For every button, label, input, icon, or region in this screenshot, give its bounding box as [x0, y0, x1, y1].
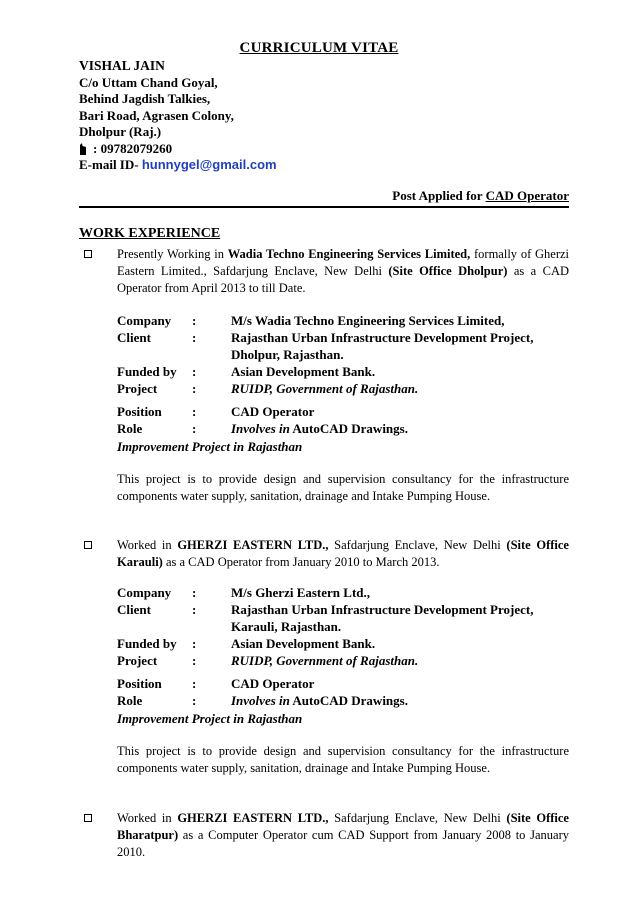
- project-title: Improvement Project in Rajasthan: [117, 439, 303, 454]
- position-label: Position: [117, 404, 162, 419]
- colon: :: [192, 636, 197, 651]
- address-line-3: Bari Road, Agrasen Colony,: [79, 107, 234, 123]
- role-value: [231, 420, 577, 437]
- job-entry-3-intro: [79, 810, 569, 861]
- job-entry-1-intro: [79, 246, 569, 297]
- site-office: (Site Office Dholpur): [388, 264, 508, 278]
- role-italic: Involves in: [231, 693, 290, 708]
- funded-by-value: Asian Development Bank.: [231, 636, 376, 651]
- contact-block: [79, 58, 277, 174]
- intro-text: Presently Working in: [117, 247, 228, 261]
- phone-line: [79, 141, 277, 158]
- post-label: Post Applied for: [392, 188, 483, 203]
- intro-text: as a CAD Operator from April 2013 to till Date.: [117, 264, 570, 295]
- employer-name: GHERZI EASTERN LTD.,: [177, 811, 329, 825]
- bullet-square-icon: [84, 814, 92, 822]
- email-line: [79, 157, 277, 174]
- colon: :: [192, 693, 197, 708]
- employer-name: Wadia Techno Engineering Services Limited,: [227, 247, 471, 261]
- colon: :: [192, 585, 197, 600]
- colon: :: [192, 421, 197, 436]
- project-label: Project: [117, 653, 158, 668]
- mobile-phone-icon: [79, 143, 87, 155]
- colon: :: [192, 364, 197, 379]
- address-line-4: Dholpur (Raj.): [79, 124, 162, 139]
- colon: :: [192, 313, 197, 328]
- job-intro-text: [117, 537, 569, 571]
- company-label: Company: [117, 313, 172, 328]
- section-heading-work-experience: WORK EXPERIENCE: [79, 226, 221, 241]
- funded-by-label: Funded by: [117, 636, 177, 651]
- phone-number: : 09782079260: [93, 140, 173, 156]
- address-line-1: C/o Uttam Chand Goyal,: [79, 74, 218, 90]
- site-office: (Site Office Bharatpur): [117, 811, 569, 842]
- colon: :: [192, 602, 197, 617]
- job-1-details: [117, 312, 577, 437]
- document-title: CURRICULUM VITAE: [239, 40, 399, 56]
- intro-text: as a Computer Operator cum CAD Support from January 2008 to January 2010.: [117, 828, 569, 859]
- bullet-square-icon: [84, 250, 92, 258]
- project-value: RUIDP, Government of Rajasthan.: [231, 653, 419, 668]
- project-value: RUIDP, Government of Rajasthan.: [231, 381, 419, 396]
- intro-text: Safdarjung Enclave, New Delhi: [328, 811, 507, 825]
- address-line-2: Behind Jagdish Talkies,: [79, 91, 211, 106]
- funded-by-value: Asian Development Bank.: [231, 364, 376, 379]
- project-description: This project is to provide design and supervision consultancy for the infrastructure components water supply, sanitation, drainage and Intake Pumping House.: [117, 472, 569, 503]
- role-value: [231, 692, 577, 709]
- position-value: CAD Operator: [231, 676, 315, 691]
- intro-text: as a CAD Operator from January 2010 to March 2013.: [162, 555, 440, 569]
- company-value: M/s Wadia Techno Engineering Services Limited,: [231, 313, 505, 328]
- colon: :: [192, 676, 197, 691]
- bullet-square-icon: [84, 541, 92, 549]
- email-label: E-mail ID-: [79, 157, 139, 172]
- company-label: Company: [117, 585, 172, 600]
- email-address[interactable]: hunnygel@gmail.com: [141, 157, 277, 172]
- intro-text: Worked in: [117, 538, 178, 552]
- client-label: Client: [117, 602, 151, 617]
- job-intro-text: [117, 810, 569, 861]
- colon: :: [192, 381, 197, 396]
- project-title: Improvement Project in Rajasthan: [117, 711, 303, 726]
- project-description: This project is to provide design and supervision consultancy for the infrastructure components water supply, sanitation, drainage and Intake Pumping House.: [117, 744, 569, 775]
- header-divider: [79, 206, 569, 208]
- position-value: CAD Operator: [231, 404, 315, 419]
- colon: :: [192, 404, 197, 419]
- post-value: CAD Operator: [485, 188, 569, 203]
- project-label: Project: [117, 381, 158, 396]
- role-label: Role: [117, 693, 143, 708]
- role-label: Role: [117, 421, 143, 436]
- colon: :: [192, 653, 197, 668]
- job-entry-2-intro: [79, 537, 569, 571]
- post-applied: [392, 188, 569, 204]
- employer-name: GHERZI EASTERN LTD.,: [177, 538, 329, 552]
- position-label: Position: [117, 676, 162, 691]
- intro-text: Worked in: [117, 811, 178, 825]
- client-label: Client: [117, 330, 151, 345]
- site-office: (Site Office Karauli): [117, 538, 569, 569]
- company-value: M/s Gherzi Eastern Ltd.,: [231, 585, 371, 600]
- job-intro-text: [117, 246, 569, 297]
- funded-by-label: Funded by: [117, 364, 177, 379]
- intro-text: formally of Gherzi Eastern Limited., Safdarjung Enclave, New Delhi: [117, 247, 570, 278]
- job-2-details: [117, 584, 577, 709]
- role-text: AutoCAD Drawings.: [289, 693, 408, 708]
- candidate-name: VISHAL JAIN: [79, 58, 165, 73]
- client-value: Rajasthan Urban Infrastructure Development Project, Dholpur, Rajasthan.: [231, 330, 534, 362]
- intro-text: Safdarjung Enclave, New Delhi: [328, 538, 507, 552]
- colon: :: [192, 330, 197, 345]
- client-value: Rajasthan Urban Infrastructure Development Project, Karauli, Rajasthan.: [231, 602, 534, 634]
- role-italic: Involves in: [231, 421, 290, 436]
- role-text: AutoCAD Drawings.: [289, 421, 408, 436]
